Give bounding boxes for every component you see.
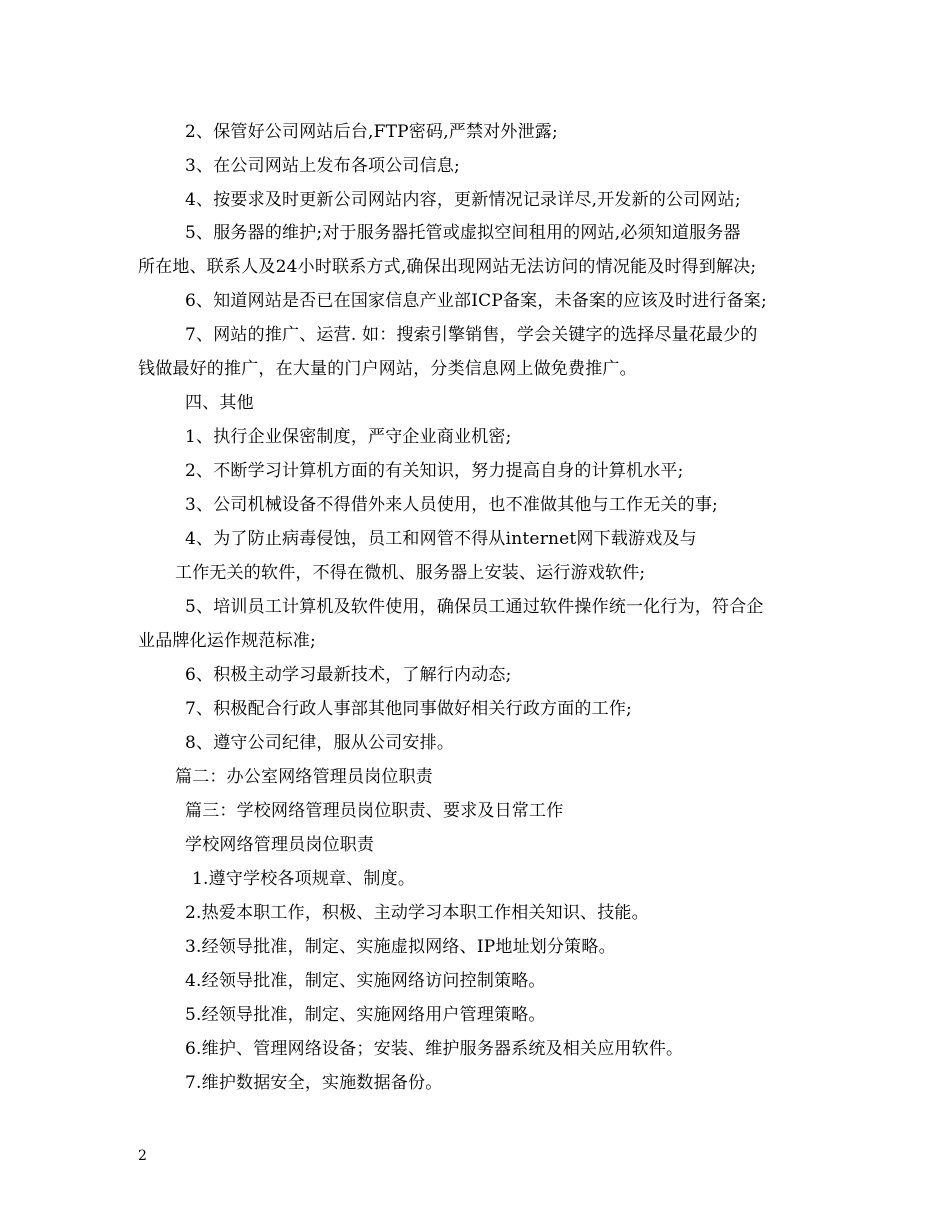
text-line: 6、知道网站是否已在国家信息产业部ICP备案，未备案的应该及时进行备案; — [185, 291, 767, 311]
text-line: 所在地、联系人及24小时联系方式,确保出现网站无法访问的情况能及时得到解决; — [138, 257, 757, 277]
text-line: 6、积极主动学习最新技术，了解行内动态; — [185, 665, 512, 685]
list-item: 1.遵守学校各项规章、制度。 — [192, 869, 416, 889]
text-line: 业品牌化运作规范标准; — [138, 631, 316, 651]
section-heading: 四、其他 — [185, 393, 254, 413]
text-line: 5、培训员工计算机及软件使用，确保员工通过软件操作统一化行为，符合企 — [185, 597, 764, 617]
page-number: 2 — [138, 1148, 147, 1164]
text-line: 5、服务器的维护;对于服务器托管或虚拟空间租用的网站,必须知道服务器 — [185, 223, 741, 243]
list-item: 2.热爱本职工作，积极、主动学习本职工作相关知识、技能。 — [185, 903, 649, 923]
text-line: 4、按要求及时更新公司网站内容，更新情况记录详尽,开发新的公司网站; — [185, 190, 741, 210]
list-item: 4.经领导批准，制定、实施网络访问控制策略。 — [185, 971, 546, 991]
text-line: 3、公司机械设备不得借外来人员使用，也不准做其他与工作无关的事; — [185, 495, 718, 515]
section-heading: 篇三：学校网络管理员岗位职责、要求及日常工作 — [185, 801, 564, 821]
list-item: 5.经领导批准，制定、实施网络用户管理策略。 — [185, 1005, 546, 1025]
text-line: 工作无关的软件，不得在微机、服务器上安装、运行游戏软件; — [175, 563, 646, 583]
text-line: 3、在公司网站上发布各项公司信息; — [185, 156, 460, 176]
section-heading: 篇二：办公室网络管理员岗位职责 — [175, 767, 433, 787]
list-item: 3.经领导批准，制定、实施虚拟网络、IP地址划分策略。 — [185, 937, 616, 957]
text-line: 4、为了防止病毒侵蚀，员工和网管不得从internet网下载游戏及与 — [185, 529, 697, 549]
text-line: 7、网站的推广、运营. 如：搜索引擎销售，学会关键字的选择尽量花最少的 — [185, 325, 758, 345]
text-line: 2、不断学习计算机方面的有关知识，努力提高自身的计算机水平; — [185, 461, 684, 481]
text-line: 8、遵守公司纪律，服从公司安排。 — [185, 733, 455, 753]
text-line: 钱做最好的推广，在大量的门户网站，分类信息网上做免费推广。 — [138, 359, 637, 379]
subheading: 学校网络管理员岗位职责 — [185, 835, 375, 855]
text-line: 1、执行企业保密制度，严守企业商业机密; — [185, 427, 512, 447]
text-line: 2、保管好公司网站后台,FTP密码,严禁对外泄露; — [185, 122, 558, 142]
text-line: 7、积极配合行政人事部其他同事做好相关行政方面的工作; — [185, 699, 632, 719]
list-item: 6.维护、管理网络设备；安装、维护服务器系统及相关应用软件。 — [185, 1039, 684, 1059]
list-item: 7.维护数据安全，实施数据备份。 — [185, 1073, 443, 1093]
